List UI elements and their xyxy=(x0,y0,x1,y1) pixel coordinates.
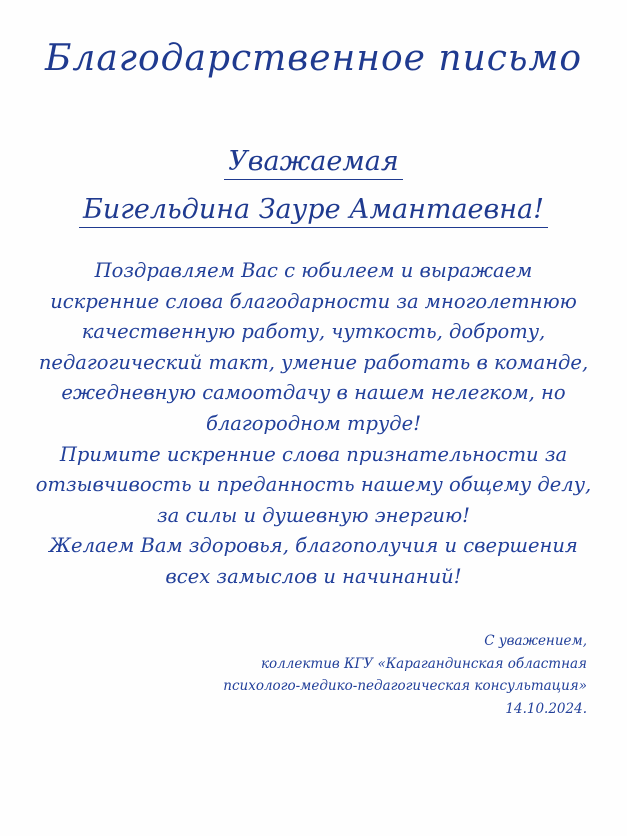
letter-title: Благодарственное письмо xyxy=(44,38,583,79)
body-line: ежедневную самоотдачу в нашем нелегком, но xyxy=(61,381,566,405)
body-line: Желаем Вам здоровья, благополучия и свершения xyxy=(49,534,578,558)
body-line: за силы и душевную энергию! xyxy=(157,503,470,527)
signature-regards: С уважением, xyxy=(484,633,587,649)
body-line: всех замыслов и начинаний! xyxy=(165,564,462,588)
letter-body xyxy=(30,256,597,593)
greeting-salutation: Уважаемая xyxy=(224,145,402,180)
signature-organization: коллектив КГУ «Карагандинская областная xyxy=(260,655,587,672)
body-line: искренние слова благодарности за многолетнюю xyxy=(50,289,577,313)
body-line: отзывчивость и преданность нашему общему делу, xyxy=(35,473,592,497)
body-line: качественную работу, чуткость, доброту, xyxy=(81,320,546,344)
body-line: Примите искренние слова признательности за xyxy=(59,442,568,466)
body-line: педагогический такт, умение работать в команде, xyxy=(38,350,589,374)
signature-organization-cont: психолого-медико-педагогическая консультация» xyxy=(223,678,587,694)
body-line: Поздравляем Вас с юбилеем и выражаем xyxy=(94,259,533,282)
greeting xyxy=(0,138,627,234)
greeting-recipient-name: Бигельдина Зауре Амантаевна! xyxy=(79,193,548,228)
body-line: благородном труде! xyxy=(205,411,422,435)
signature-date: 14.10.2024. xyxy=(505,700,587,717)
signature-block xyxy=(167,630,587,720)
